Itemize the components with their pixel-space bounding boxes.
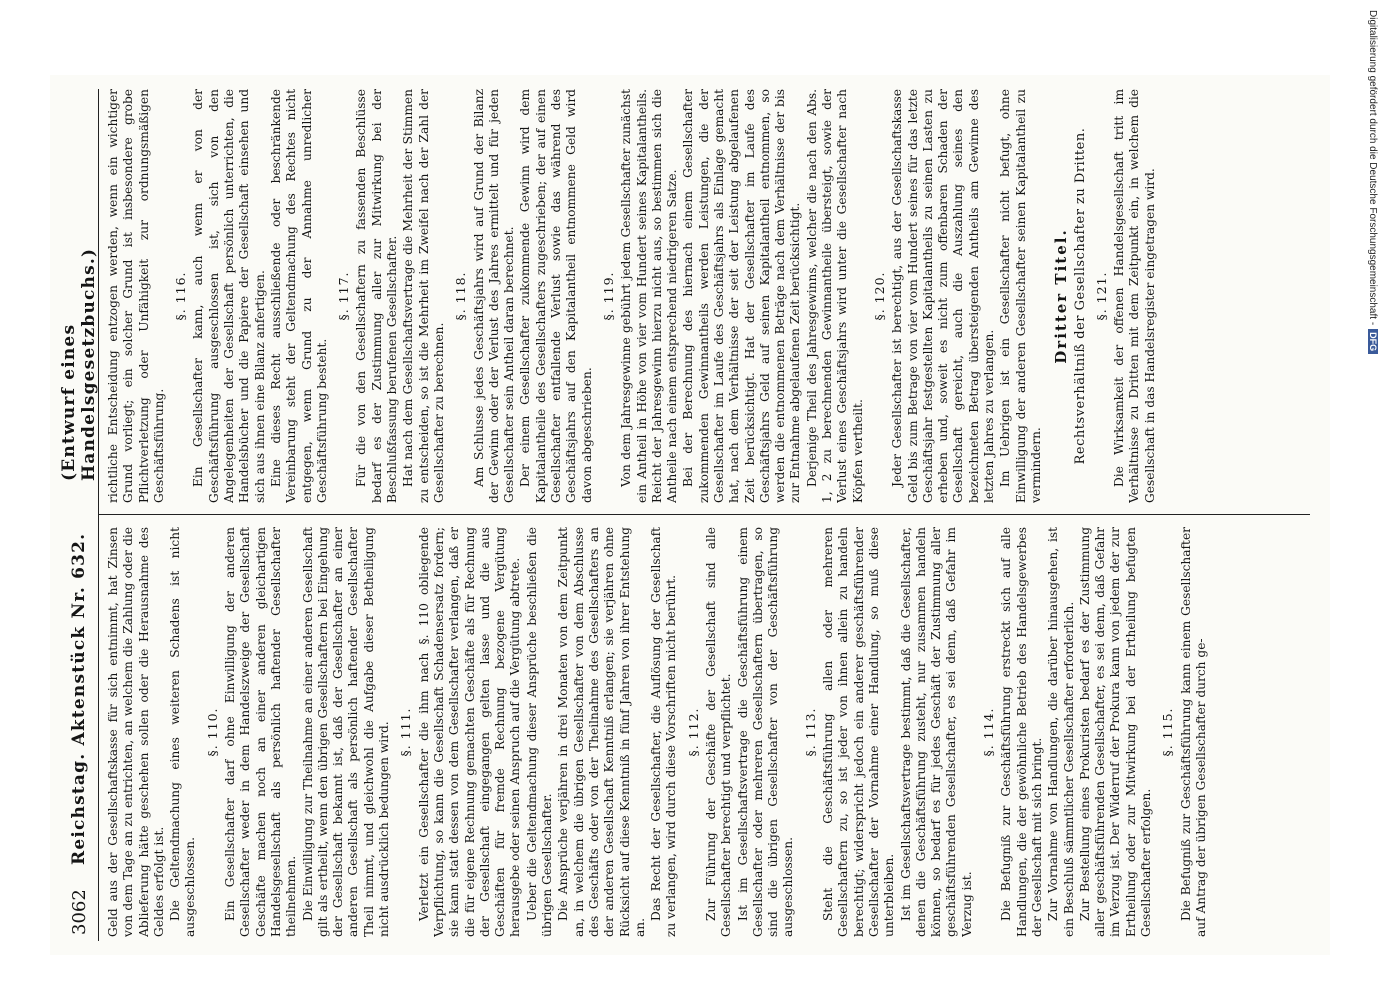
paragraph: Für die von den Gesellschaftern zu fassenden Beschlüsse bedarf es der Zustimmung aller zur Mitwirkung bei der Beschlußfassung berufenen Gesellschafter. xyxy=(354,89,400,503)
paragraph: Derjenige Theil des Jahresgewinns, welcher die nach den Abs. 1, 2 zu berechnenden Gewinnantheile übersteigt, sowie der Verlust eines Geschäftsjahrs wird unter die Gesellschafter nach Köpfen vertheilt. xyxy=(804,89,865,503)
paragraph: Am Schlusse jedes Geschäftsjahrs wird auf Grund der Bilanz der Gewinn oder der Verlust des Jahres ermittelt und für jeden Gesellschafter sein Antheil daran berechnet. xyxy=(471,89,517,503)
paragraph: Ueber die Geltendmachung dieser Ansprüche beschließen die übrigen Gesellschafter. xyxy=(524,527,555,937)
paragraph: Die Wirksamkeit der offenen Handelsgesellschaft tritt im Verhältnisse zu Dritten mit dem Zeitpunkt ein, in welchem die Gesellschaft in das Handelsregister eingetragen wird. xyxy=(1112,89,1157,503)
right-column xyxy=(106,89,1312,503)
header-right-title: (Entwurf eines Handelsgesetzbuchs.) xyxy=(59,247,99,481)
paragraph: Ist im Gesellschaftsvertrage die Geschäftsführung einem Gesellschafter oder mehreren Gesellschaftern übertragen, so sind die übrigen Gesellschafter von der Geschäftsführung ausgeschlossen. xyxy=(735,527,796,937)
paragraph: Ein Gesellschafter kann, auch wenn er von der Geschäftsführung ausgeschlossen ist, sich von den Angelegenheiten der Gesellschaft persönlich unterrichten, die Handelsbücher und die Papiere der Gesellschaft einsehen und sich aus ihnen eine Bilanz anfertigen. xyxy=(191,89,267,503)
paragraph: Von dem Jahresgewinne gebührt jedem Gesellschafter zunächst ein Antheil in Höhe von vier vom Hundert seines Kapitalantheils. Reicht der Jahresgewinn hierzu nicht aus, so bestimmen sich die Antheile nach einem entsprechend niedrigeren Satze. xyxy=(619,89,680,503)
column-divider xyxy=(98,514,1310,515)
paragraph: Zur Vornahme von Handlungen, die darüber hinausgehen, ist ein Beschluß sämmtlicher Gesellschafter erforderlich. xyxy=(1046,527,1076,937)
page-number: 3062 xyxy=(68,889,90,935)
digitization-note xyxy=(1363,10,1383,990)
section-heading: §. 119. xyxy=(600,271,616,321)
page-header xyxy=(59,95,99,935)
section-heading: §. 112. xyxy=(685,707,701,757)
header-left-title: Reichstag. Aktenstück Nr. 632. xyxy=(69,532,89,865)
section-heading: §. 121. xyxy=(1093,271,1109,321)
paragraph: Im Uebrigen ist ein Gesellschafter nicht befugt, ohne Einwilligung der anderen Gesellschafter seinen Kapitalantheil zu vermindern. xyxy=(998,89,1043,503)
section-heading: §. 114. xyxy=(981,707,997,757)
paragraph: Zur Bestellung eines Prokuristen bedarf es der Zustimmung aller geschäftsführenden Gesellschafter, es sei denn, daß Gefahr im Verzug ist. Der Widerruf der Prokura kann von jedem der zur Ertheilung oder zur Mitwirkung bei der Ertheilung befugten Gesellschafter erfolgen. xyxy=(1077,527,1153,937)
header-rule xyxy=(98,89,99,941)
scanned-page xyxy=(50,75,1330,955)
section-heading: §. 111. xyxy=(398,707,414,757)
paragraph: Eine dieses Recht ausschließende oder beschränkende Vereinbarung steht der Geltendmachung des Rechtes nicht entgegen, wenn Grund zu der Annahme unredlicher Geschäftsführung besteht. xyxy=(268,89,329,503)
paragraph: Bei der Berechnung des hiernach einem Gesellschafter zukommenden Gewinnantheils werden Leistungen, die der Gesellschafter im Laufe des Geschäftsjahrs als Einlage gemacht hat, nach dem Verhältnisse der seit der Leistung abgelaufenen Zeit berücksichtigt. Hat der Gesellschafter im Laufe des Geschäftsjahrs Geld auf seinen Kapitalantheil entnommen, so werden die entnommenen Beträge nach dem Verhältnisse der bis zur Entnahme abgelaufenen Zeit berücksichtigt. xyxy=(681,89,803,503)
chapter-title: Dritter Titel. xyxy=(1052,228,1071,364)
paragraph: Ein Gesellschafter darf ohne Einwilligung der anderen Gesellschafter weder in dem Handelszweige der Gesellschaft Geschäfte machen noch an einer anderen gleichartigen Handelsgesellschaft als persönlich haftender Gesellschafter theilnehmen. xyxy=(223,527,299,937)
section-heading: §. 118. xyxy=(453,271,469,321)
section-heading: §. 120. xyxy=(871,271,887,321)
paragraph: Die Einwilligung zur Theilnahme an einer anderen Gesellschaft gilt als ertheilt, wenn den übrigen Gesellschaftern bei Eingehung der Gesellschaft bekannt ist, daß der Gesellschafter an einer anderen Gesellschaft als persönlich haftender Gesellschafter Theil nimmt, und gleichwohl die Aufgabe dieser Betheiligung nicht ausdrücklich bedungen wird. xyxy=(300,527,392,937)
section-heading: §. 110. xyxy=(204,707,220,757)
digitization-text: Digitalisierung gefördert durch die Deutsche Forschungsgemeinschaft - xyxy=(1367,10,1379,326)
paragraph: Die Ansprüche verjähren in drei Monaten von dem Zeitpunkt an, in welchem die übrigen Gesellschafter von dem Abschlusse des Geschäfts oder von der Theilnahme des Gesellschafters an der anderen Gesellschaft Kenntniß erlangen; sie verjähren ohne Rücksicht auf diese Kenntniß in fünf Jahren von ihrer Entstehung an. xyxy=(556,527,647,937)
dfg-logo: DFG xyxy=(1368,329,1378,354)
paragraph: Zur Führung der Geschäfte der Gesellschaft sind alle Gesellschafter berechtigt und verpflichtet. xyxy=(703,527,734,937)
section-heading: §. 116. xyxy=(173,271,189,321)
paragraph: Die Geltendmachung eines weiteren Schadens ist nicht ausgeschlossen. xyxy=(168,527,198,937)
paragraph: Jeder Gesellschafter ist berechtigt, aus der Gesellschaftskasse Geld bis zum Betrage von vier vom Hundert seines für das letzte Geschäftsjahr festgestellten Kapitalantheils zu seinen Lasten zu erheben und, soweit es nicht zum offenbaren Schaden der Gesellschaft gereicht, auch die Auszahlung seines den bezeichneten Betrag übersteigenden Antheils am Gewinne des letzten Jahres zu verlangen. xyxy=(890,89,997,503)
paragraph: Hat nach dem Gesellschaftsvertrage die Mehrheit der Stimmen zu entscheiden, so ist die Mehrheit im Zweifel nach der Zahl der Gesellschafter zu berechnen. xyxy=(401,89,446,503)
paragraph: Der einem Gesellschafter zukommende Gewinn wird dem Kapitalantheile des Gesellschafters zugeschrieben; der auf einen Gesellschafter entfallende Verlust sowie das während des Geschäftsjahrs auf den Kapitalantheil entnommene Geld wird davon abgeschrieben. xyxy=(518,89,594,503)
section-heading: §. 113. xyxy=(802,707,818,757)
paragraph: Die Befugniß zur Geschäftsführung kann einem Gesellschafter auf Antrag der übrigen Gesellschafter durch ge- xyxy=(1178,527,1208,937)
paragraph: Die Befugniß zur Geschäftsführung erstreckt sich auf alle Handlungen, die der gewöhnliche Betrieb des Handelsgewerbes der Gesellschaft mit sich bringt. xyxy=(999,527,1044,937)
paragraph: richtliche Entscheidung entzogen werden, wenn ein wichtiger Grund vorliegt; ein solcher Grund ist insbesondere grobe Pflichtverletzung oder Unfähigkeit zur ordnungsmäßigen Geschäftsführung. xyxy=(106,89,166,503)
paragraph: Geld aus der Gesellschaftskasse für sich entnimmt, hat Zinsen von dem Tage an zu entrichten, an welchem die Zahlung oder die Ablieferung hätte geschehen sollen oder die Herausnahme des Geldes erfolgt ist. xyxy=(106,527,166,937)
chapter-subtitle: Rechtsverhältniß der Gesellschafter zu Dritten. xyxy=(1072,127,1088,465)
section-heading: §. 115. xyxy=(1160,707,1176,757)
section-heading: §. 117. xyxy=(336,271,352,321)
paragraph: Ist im Gesellschaftsvertrage bestimmt, daß die Gesellschafter, denen die Geschäftsführung zusteht, nur zusammen handeln können, so bedarf es für jedes Geschäft der Zustimmung aller geschäftsführenden Gesellschafter, es sei denn, daß Gefahr im Verzug ist. xyxy=(898,527,974,937)
paragraph: Verletzt ein Gesellschafter die ihm nach §. 110 obliegende Verpflichtung, so kann die Gesellschaft Schadensersatz fordern; sie kann statt dessen von dem Gesellschafter verlangen, daß er die für eigene Rechnung gemachten Geschäfte als für Rechnung der Gesellschaft eingegangen gelten lasse und die aus Geschäften für fremde Rechnung bezogene Vergütung herausgebe oder seinen Anspruch auf die Vergütung abtrete. xyxy=(416,527,523,937)
paragraph: Steht die Geschäftsführung allen oder mehreren Gesellschaftern zu, so ist jeder von ihnen allein zu handeln berechtigt; widerspricht jedoch ein anderer geschäftsführender Gesellschafter der Vornahme einer Handlung, so muß diese unterbleiben. xyxy=(821,527,897,937)
left-column xyxy=(106,527,1312,937)
paragraph: Das Recht der Gesellschafter, die Auflösung der Gesellschaft zu verlangen, wird durch diese Vorschriften nicht berührt. xyxy=(649,527,679,937)
